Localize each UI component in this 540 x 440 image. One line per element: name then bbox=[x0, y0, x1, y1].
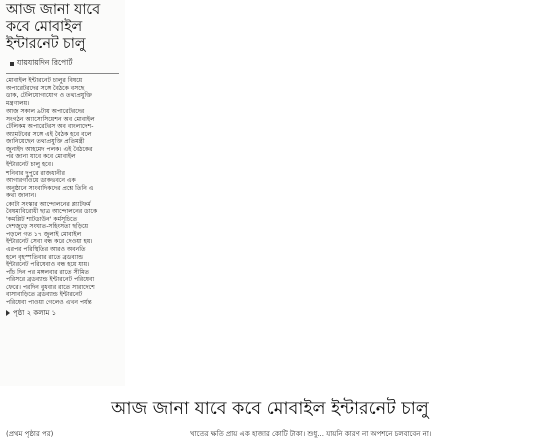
body-line: বাসাবাড়িতে ব্রডব্যান্ড ইন্টারনেট bbox=[6, 291, 83, 299]
body-line: পাঁচ দিন পর মঙ্গলবার রাতে সীমিত bbox=[6, 268, 90, 276]
paragraph-1 bbox=[6, 77, 119, 107]
body-line: জুনাইদ আহমেদ পলক। এই বৈঠকের bbox=[6, 145, 93, 153]
body-line: পর জানা যাবে কবে মোবাইল bbox=[6, 153, 76, 161]
body-line: কথা জানান। bbox=[6, 192, 37, 200]
newspaper-clipping bbox=[0, 0, 125, 386]
body-line: শনিবার দুপুরে রাজধানীর bbox=[6, 169, 65, 177]
byline-text: যায়যায়দিন রিপোর্ট bbox=[17, 58, 73, 67]
body-line: আগারগাঁওয়ে ডাকভবনে এক bbox=[6, 177, 76, 185]
headline-line-2: কবে মোবাইল bbox=[6, 19, 83, 35]
body-line: পড়লে গত ১৭ জুলাই মোবাইল bbox=[6, 230, 82, 238]
body-line: আজ সকাল ৯টায় অপারেটরদের bbox=[6, 108, 85, 116]
body-line: অ্যামটবের সঙ্গে এই বৈঠক হবে বলে bbox=[6, 130, 92, 138]
body-line: বৈষম্যবিরোধী ছাত্র আন্দোলনের ডাকে bbox=[6, 208, 98, 216]
body-line: সংগঠন অ্যাসোসিয়েশন অব মোবাইল bbox=[6, 115, 95, 123]
headline-line-1: আজ জানা যাবে bbox=[6, 2, 100, 18]
continued-on-text: পৃষ্ঠা ২ কলাম ১ bbox=[13, 309, 57, 318]
body-line: জানিয়েছেন তথ্যপ্রযুক্তি প্রতিমন্ত্রী bbox=[6, 138, 85, 146]
paragraph-4 bbox=[6, 201, 119, 307]
body-line: হলে বৃহস্পতিবার রাতে ব্রডব্যান্ড bbox=[6, 253, 84, 261]
paragraph-3 bbox=[6, 170, 119, 200]
body-line: 'কমপ্লিট শাটডাউন' কর্মসূচিতে bbox=[6, 215, 78, 223]
blank-area bbox=[125, 0, 540, 386]
from-previous-page: (প্রথম পৃষ্ঠার পর) bbox=[6, 430, 54, 438]
bullet-square-icon bbox=[10, 62, 14, 66]
body-line: পরিসরে ব্রডব্যান্ড ইন্টারনেট পরিষেবা bbox=[6, 276, 95, 284]
body-line: মন্ত্রণালয়। bbox=[6, 99, 30, 107]
headline-line-3: ইন্টারনেট চালু bbox=[6, 36, 86, 52]
body-line: মোবাইল ইন্টারনেট চালুর বিষয়ে bbox=[6, 77, 83, 84]
body-line: ইন্টারনেট চালু হবে। bbox=[6, 161, 54, 169]
continued-on bbox=[6, 307, 125, 319]
body-line: ডাক, টেলিযোগাযোগ ও তথ্যপ্রযুক্তি bbox=[6, 92, 93, 100]
body-line: ফেরে। পরদিন বুধবার রাতে সারাদেশে bbox=[6, 283, 95, 291]
body-line: অপারেটরদের সঙ্গে বৈঠকে বসছে bbox=[6, 84, 85, 92]
headline bbox=[6, 2, 125, 53]
byline bbox=[10, 58, 125, 70]
continuation-headline: আজ জানা যাবে কবে মোবাইল ইন্টারনেট চালু bbox=[111, 399, 429, 419]
divider bbox=[6, 73, 119, 74]
body-line: এরপর পরিস্থিতির আরও অবনতি bbox=[6, 246, 86, 254]
paragraph-2 bbox=[6, 108, 119, 168]
body-line: কোটা সংস্কার আন্দোলনের প্ল্যাটফর্ম bbox=[6, 200, 91, 208]
body-line: ইন্টারনেট পরিষেবাও বন্ধ হয়ে যায়। bbox=[6, 261, 90, 269]
body-line: টেলিকম অপারেটরস অব বাংলাদেশ- bbox=[6, 123, 94, 131]
body-line: পরিষেবা পাওয়া গেলেও এখন পর্যন্ত bbox=[6, 298, 92, 306]
triangle-arrow-icon bbox=[6, 310, 10, 316]
continuation-body-line: খাতের ক্ষতি প্রায় এক হাজার কোটি টাকা। শুধু... যায়নি কারণ না অপশনে চলবাবেন না। bbox=[190, 430, 432, 438]
body-line: ইন্টারনেট সেবা বন্ধ করে দেওয়া হয়। bbox=[6, 238, 93, 246]
article-body bbox=[6, 77, 119, 306]
body-line: অনুষ্ঠানে সাংবাদিকদের প্রশ্নে তিনি এ bbox=[6, 184, 94, 192]
body-line: দেশজুড়ে সংঘাত-সহিংসতা ছড়িয়ে bbox=[6, 223, 89, 231]
